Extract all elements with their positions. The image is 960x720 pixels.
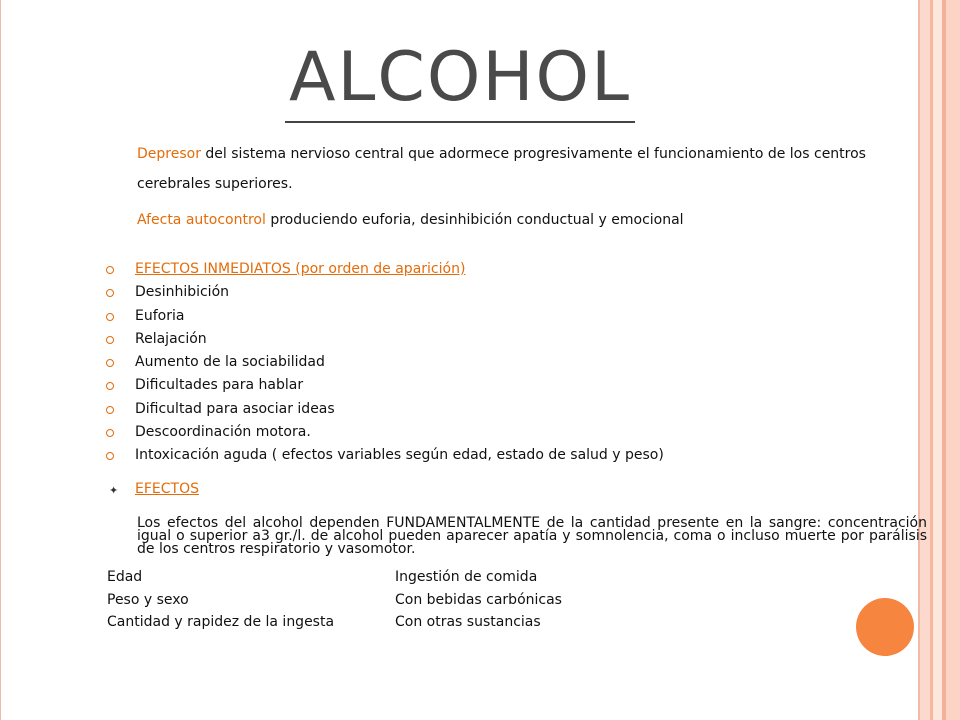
- list-item: Dificultades para hablar: [106, 374, 664, 397]
- bullet-ring-icon: [106, 429, 114, 437]
- decor-stripe: [920, 0, 930, 720]
- intro-line-3: Afecta autocontrol produciendo euforia, desinhibición conductual y emocional: [137, 212, 684, 228]
- bullet-ring-icon: [106, 289, 114, 297]
- intro-accent-autocontrol: Afecta autocontrol: [137, 212, 266, 228]
- bullet-ring-icon: [106, 313, 114, 321]
- factors-table: [107, 566, 562, 634]
- star-bullet-icon: ✦: [109, 484, 119, 497]
- factor-left: Peso y sexo: [107, 591, 189, 608]
- bullet-ring-icon: [106, 359, 114, 367]
- table-row: [107, 566, 538, 589]
- table-row: [107, 589, 562, 612]
- list-item: Aumento de la sociabilidad: [106, 351, 664, 374]
- bullet-ring-icon: [106, 336, 114, 344]
- effects-paragraph: Los efectos del alcohol dependen FUNDAMENTALMENTE de la cantidad presente en la sangre: concentración igual o superior a3 gr./l. de alcohol pueden aparecer apatía y somnolencia, coma o incluso muerte por parálisis de los centros respiratorio y vasomotor.: [137, 515, 927, 557]
- factor-left: Edad: [107, 569, 143, 585]
- list-item: Desinhibición: [106, 281, 664, 304]
- slide-title: ALCOHOL: [0, 38, 920, 117]
- decor-stripe: [933, 0, 942, 720]
- decorative-orange-circle: [856, 598, 914, 656]
- list-item: Intoxicación aguda ( efectos variables según edad, estado de salud y peso): [106, 444, 664, 467]
- intro-line-2: cerebrales superiores.: [137, 176, 293, 192]
- effects-heading: EFECTOS: [135, 481, 199, 497]
- bullet-ring-icon: [106, 382, 114, 390]
- list-item: Euforia: [106, 305, 664, 328]
- bullet-ring-icon: [106, 452, 114, 460]
- intro-line-1: Depresor del sistema nervioso central que adormece progresivamente el funcionamiento de los centros: [137, 146, 866, 162]
- list-item: [106, 258, 664, 281]
- bullet-ring-icon: [106, 406, 114, 414]
- immediate-effects-list: [106, 258, 664, 468]
- list-item: Dificultad para asociar ideas: [106, 398, 664, 421]
- factor-right: Ingestión de comida: [395, 569, 538, 585]
- list-item: Descoordinación motora.: [106, 421, 664, 444]
- factor-right: Con otras sustancias: [395, 614, 541, 630]
- decor-stripe: [946, 0, 960, 720]
- bullet-ring-icon: [106, 266, 114, 274]
- intro-accent-depresor: Depresor: [137, 146, 201, 162]
- factor-left: Cantidad y rapidez de la ingesta: [107, 614, 335, 630]
- factor-right: Con bebidas carbónicas: [395, 591, 562, 608]
- immediate-effects-heading: EFECTOS INMEDIATOS (por orden de aparición): [135, 261, 466, 277]
- table-row: [107, 611, 541, 634]
- list-item: Relajación: [106, 328, 664, 351]
